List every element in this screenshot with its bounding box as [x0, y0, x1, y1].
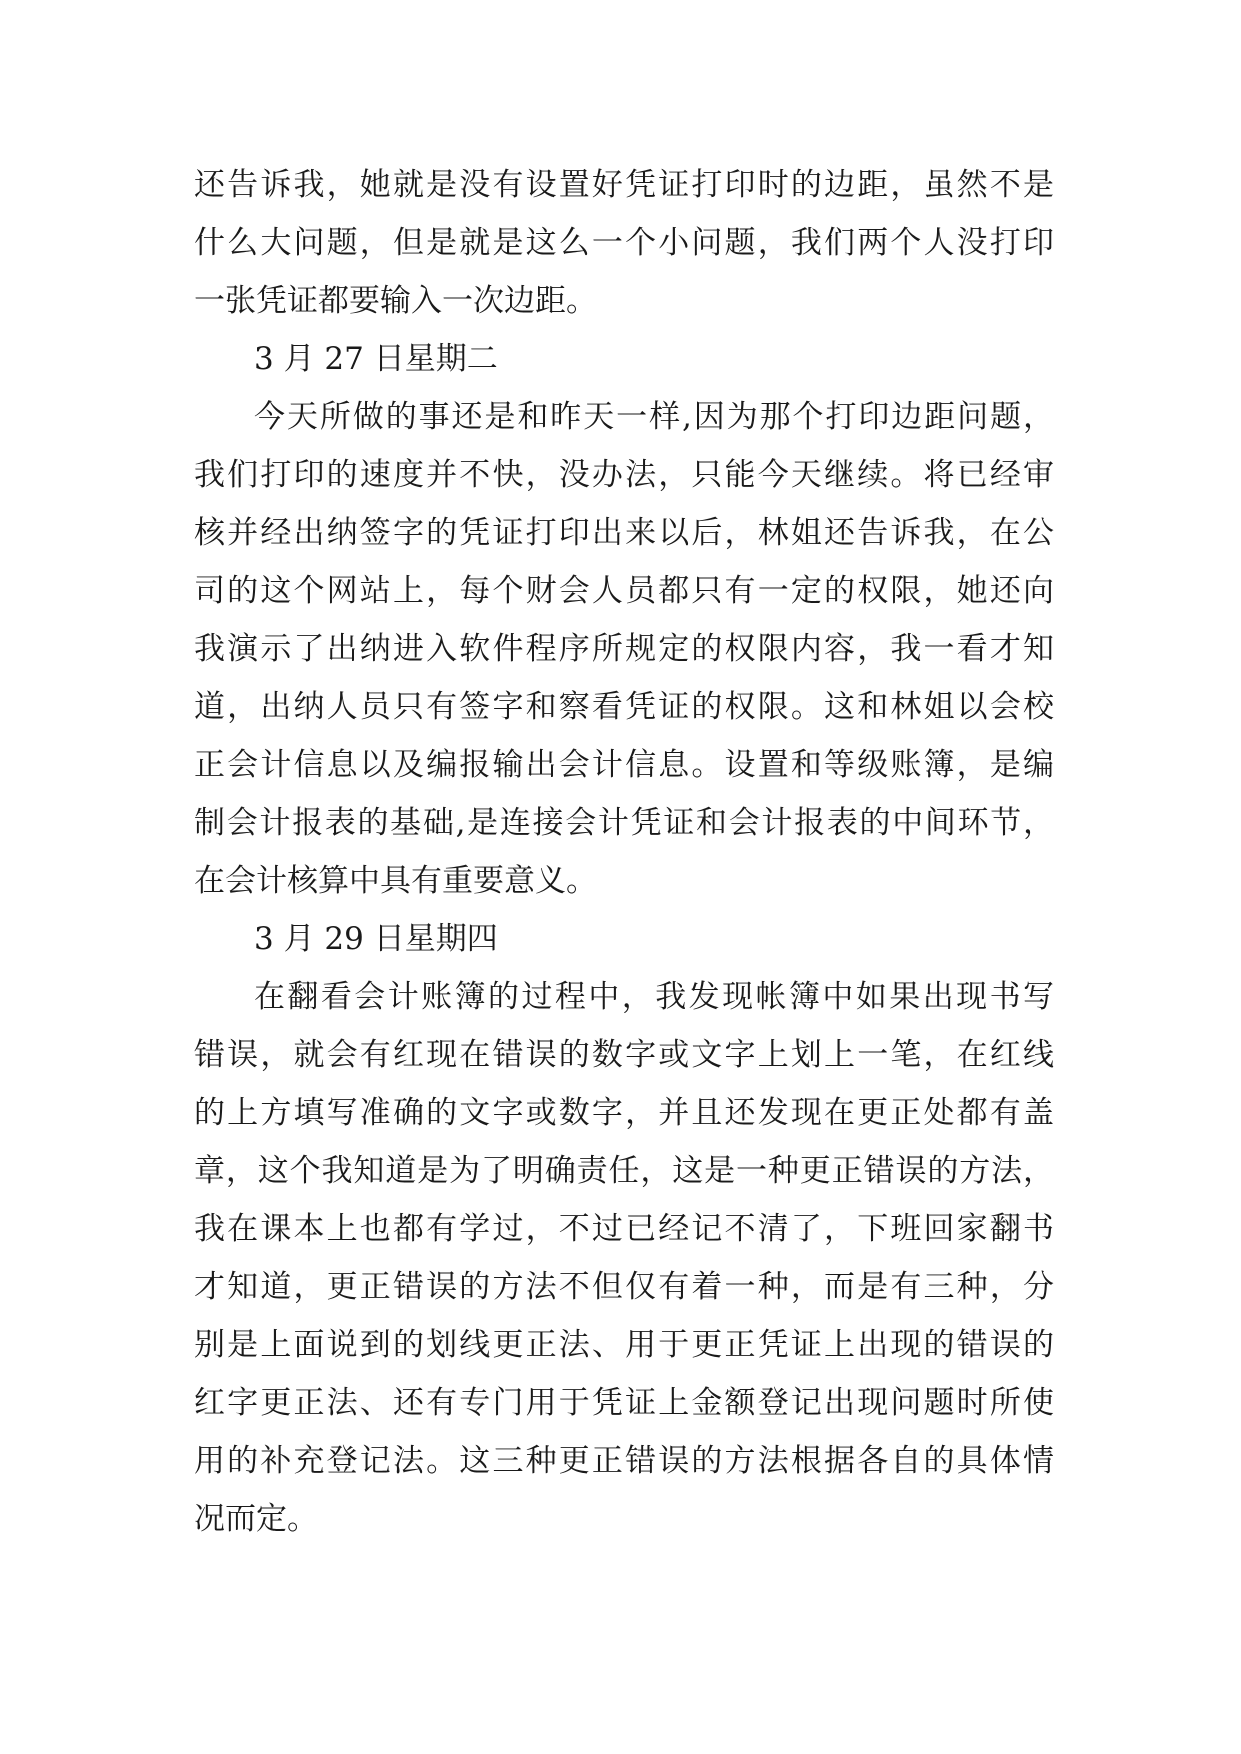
body-text-line: 制会计报表的基础,是连接会计凭证和会计报表的中间环节，	[194, 805, 1054, 841]
body-text-line: 错误，就会有红现在错误的数字或文字上划上一笔，在红线	[194, 1037, 1054, 1073]
body-text-line: 今天所做的事还是和昨天一样,因为那个打印边距问题，	[254, 399, 1054, 435]
body-text-line: 红字更正法、还有专门用于凭证上金额登记出现问题时所使	[194, 1385, 1054, 1421]
body-text-line: 章，这个我知道是为了明确责任，这是一种更正错误的方法，	[194, 1153, 1054, 1189]
body-text-line: 在会计核算中具有重要意义。	[194, 863, 597, 899]
body-text-line: 才知道，更正错误的方法不但仅有着一种，而是有三种，分	[194, 1269, 1054, 1305]
body-text-line: 我演示了出纳进入软件程序所规定的权限内容，我一看才知	[194, 631, 1054, 667]
body-text-line: 别是上面说到的划线更正法、用于更正凭证上出现的错误的	[194, 1327, 1054, 1363]
body-text-line: 什么大问题，但是就是这么一个小问题，我们两个人没打印	[194, 225, 1054, 261]
body-text-line: 我在课本上也都有学过，不过已经记不清了，下班回家翻书	[194, 1211, 1054, 1247]
date-heading: 3 月 27 日星期二	[254, 341, 498, 377]
body-text-line: 我们打印的速度并不快，没办法，只能今天继续。将已经审	[194, 457, 1054, 493]
body-text-line: 核并经出纳签字的凭证打印出来以后，林姐还告诉我，在公	[194, 515, 1054, 551]
body-text-line: 道，出纳人员只有签字和察看凭证的权限。这和林姐以会校	[194, 689, 1054, 725]
body-text-line: 况而定。	[194, 1501, 318, 1537]
body-text-line: 在翻看会计账簿的过程中，我发现帐簿中如果出现书写	[254, 979, 1054, 1015]
body-text-line: 还告诉我，她就是没有设置好凭证打印时的边距，虽然不是	[194, 167, 1054, 203]
body-text-line: 司的这个网站上，每个财会人员都只有一定的权限，她还向	[194, 573, 1054, 609]
date-heading: 3 月 29 日星期四	[254, 921, 498, 957]
body-text-line: 一张凭证都要输入一次边距。	[194, 283, 597, 319]
body-text-line: 的上方填写准确的文字或数字，并且还发现在更正处都有盖	[194, 1095, 1054, 1131]
body-text-line: 正会计信息以及编报输出会计信息。设置和等级账簿，是编	[194, 747, 1054, 783]
body-text-line: 用的补充登记法。这三种更正错误的方法根据各自的具体情	[194, 1443, 1054, 1479]
